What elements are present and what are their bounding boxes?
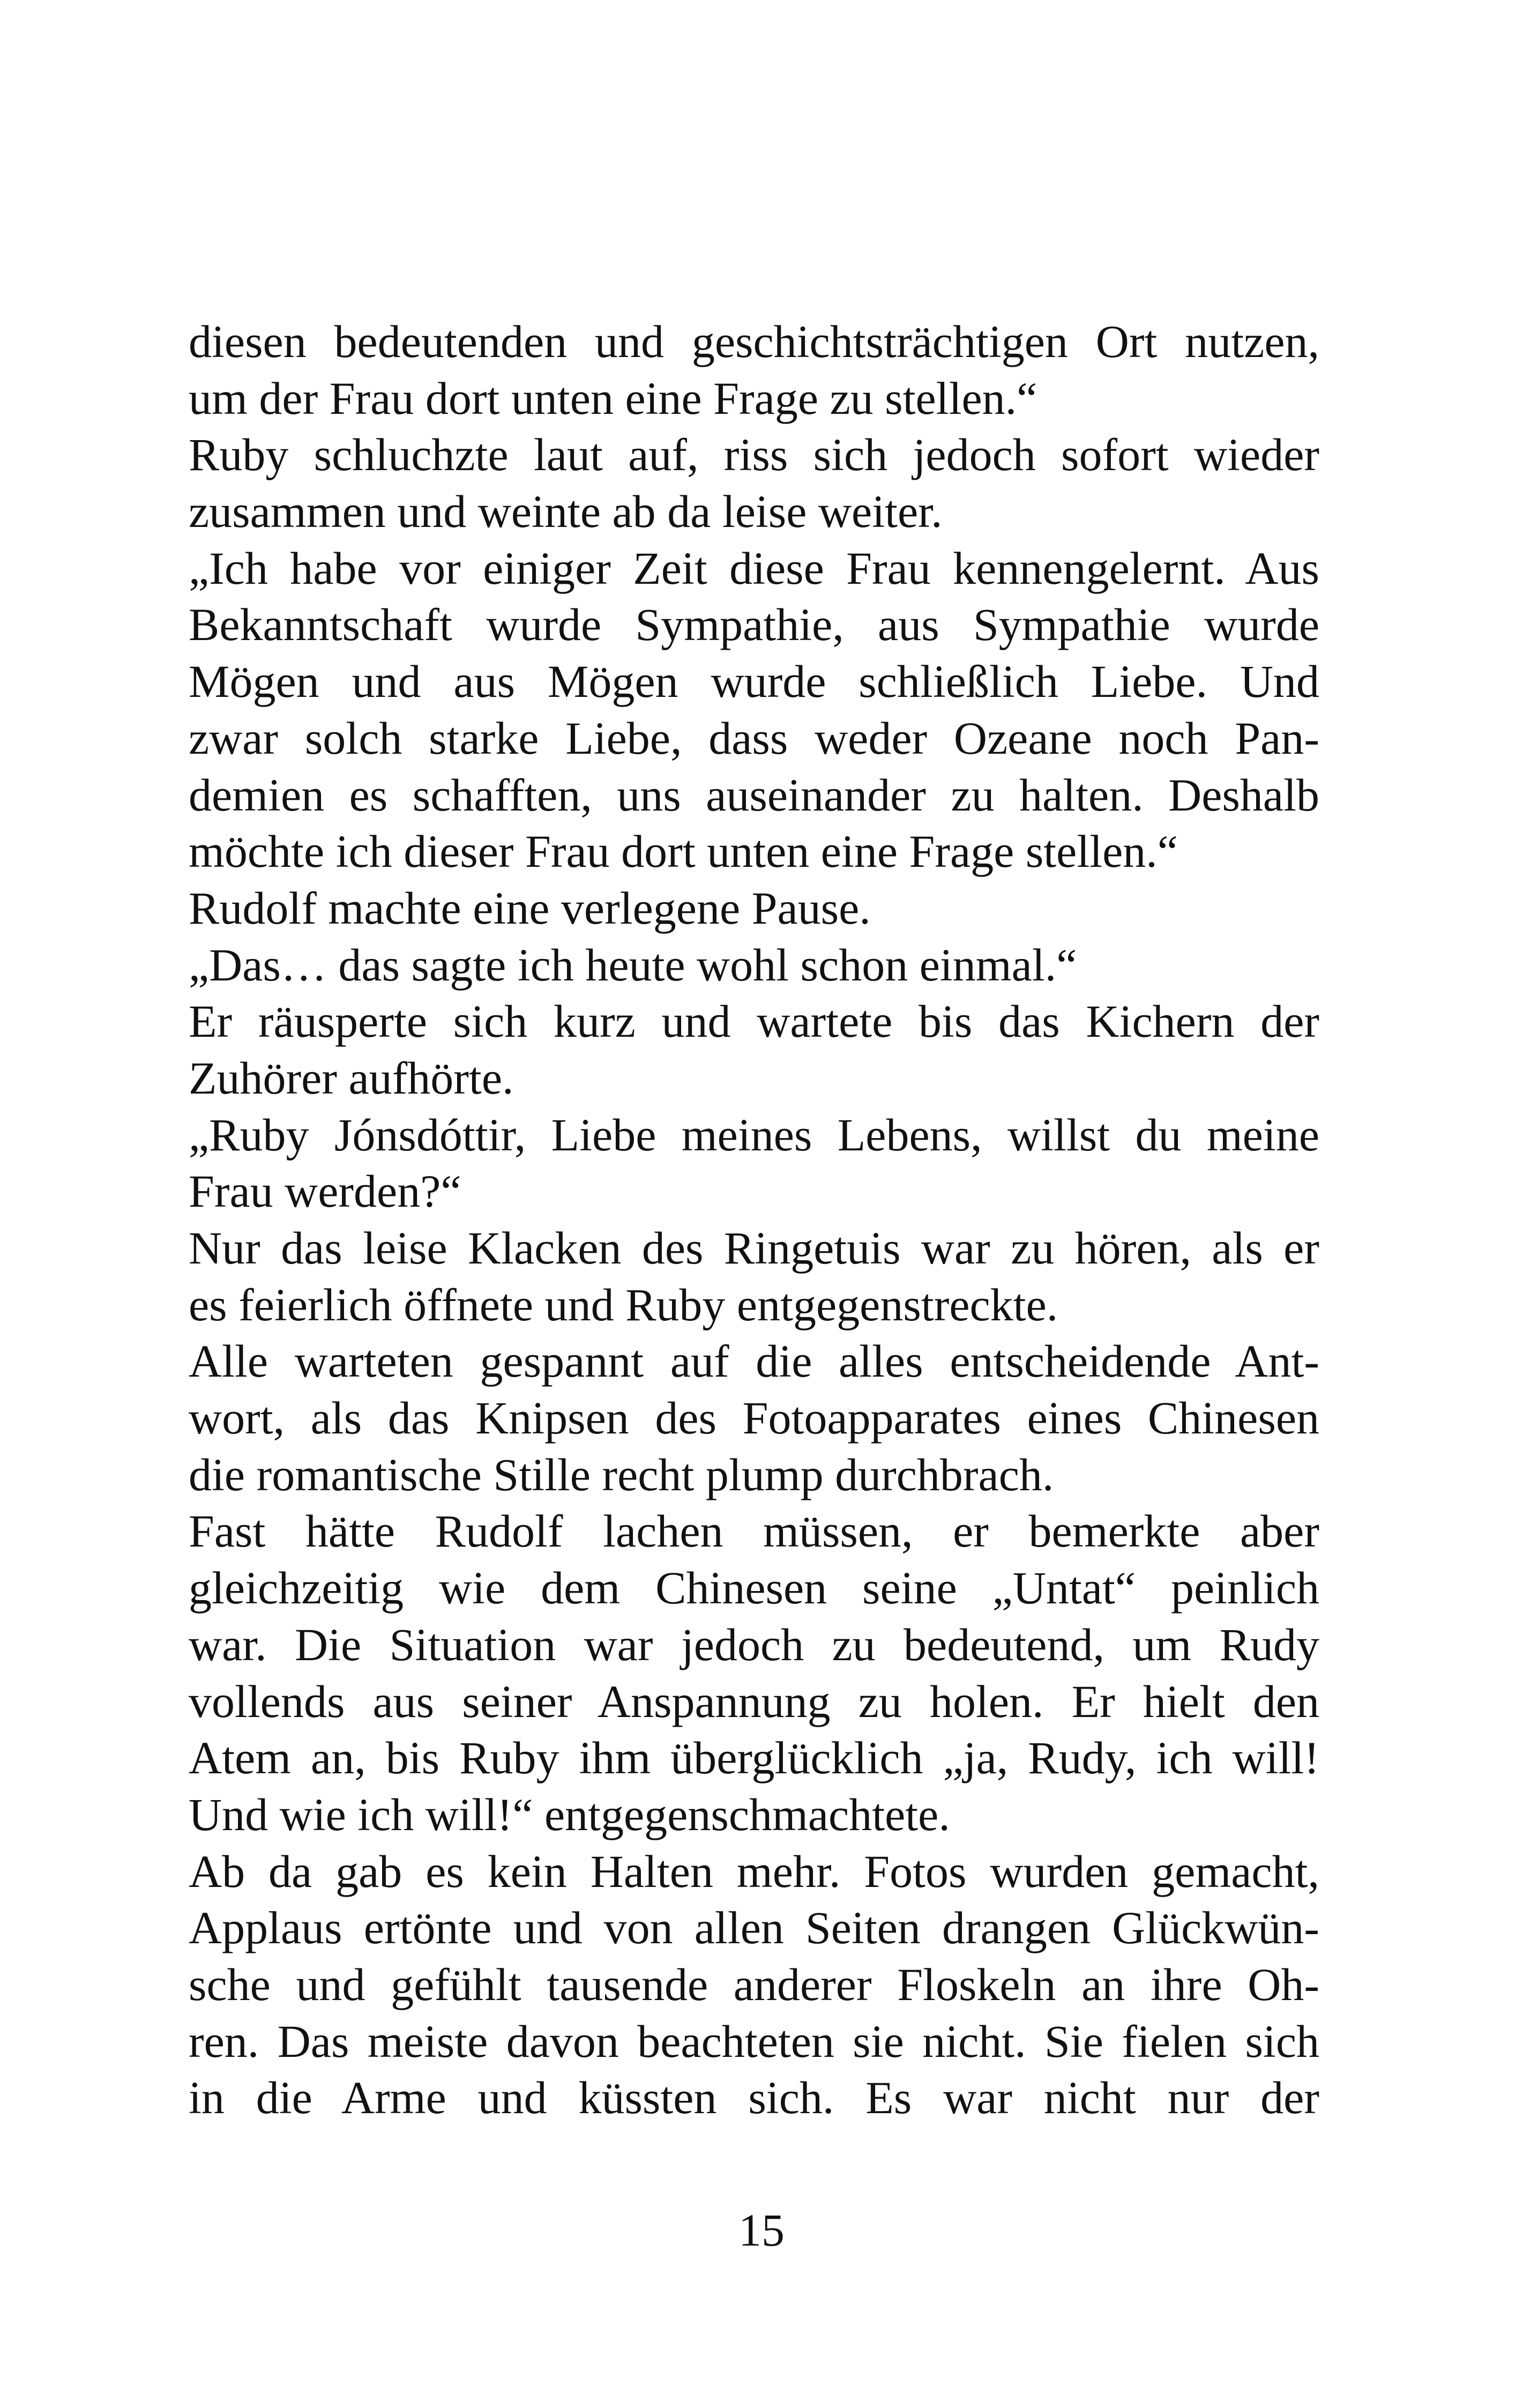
text-line: Atem an, bis Ruby ihm überglücklich „ja, Rudy, ich will! bbox=[189, 1732, 1319, 1784]
page-number: 15 bbox=[738, 2204, 785, 2256]
text-line: zusammen und weinte ab da leise weiter. bbox=[189, 486, 943, 538]
text-line: möchte ich dieser Frau dort unten eine Frage stellen.“ bbox=[189, 826, 1178, 878]
text-line: Ab da gab es kein Halten mehr. Fotos wurden gemacht, bbox=[189, 1845, 1319, 1897]
text-line: demien es schafften, uns auseinander zu halten. Deshalb bbox=[189, 769, 1319, 821]
text-line: diesen bedeutenden und geschichtsträchtigen Ort nutzen, bbox=[189, 316, 1319, 367]
text-line: Bekanntschaft wurde Sympathie, aus Sympathie wurde bbox=[189, 599, 1319, 651]
text-line: Mögen und aus Mögen wurde schließlich Liebe. Und bbox=[189, 656, 1319, 708]
text-line: die romantische Stille recht plump durchbrach. bbox=[189, 1448, 1054, 1500]
text-line: wort, als das Knipsen des Fotoapparates eines Chinesen bbox=[189, 1392, 1319, 1444]
text-line: Alle warteten gespannt auf die alles entscheidende Ant- bbox=[189, 1335, 1319, 1387]
body-text bbox=[189, 314, 1319, 2127]
text-line: zwar solch starke Liebe, dass weder Ozeane noch Pan- bbox=[189, 712, 1319, 764]
text-line: es feierlich öffnete und Ruby entgegenstreckte. bbox=[189, 1279, 1058, 1331]
text-line: Nur das leise Klacken des Ringetuis war zu hören, als er bbox=[189, 1222, 1319, 1274]
text-line: Applaus ertönte und von allen Seiten drangen Glückwün- bbox=[189, 1902, 1319, 1954]
text-line: Rudolf machte eine verlegene Pause. bbox=[189, 882, 871, 934]
text-line: vollends aus seiner Anspannung zu holen. Er hielt den bbox=[189, 1675, 1319, 1727]
text-line: „Ruby Jónsdóttir, Liebe meines Lebens, willst du meine bbox=[189, 1109, 1319, 1161]
text-line: Er räusperte sich kurz und wartete bis das Kichern der bbox=[189, 995, 1319, 1047]
text-line: war. Die Situation war jedoch zu bedeutend, um Rudy bbox=[189, 1618, 1319, 1670]
text-line: „Das… das sagte ich heute wohl schon einmal.“ bbox=[189, 939, 1077, 991]
text-line: „Ich habe vor einiger Zeit diese Frau kennengelernt. Aus bbox=[189, 542, 1319, 594]
text-line: um der Frau dort unten eine Frage zu stellen.“ bbox=[189, 372, 1037, 424]
text-line: in die Arme und küssten sich. Es war nicht nur der bbox=[189, 2072, 1319, 2124]
text-line: Ruby schluchzte laut auf, riss sich jedoch sofort wieder bbox=[189, 429, 1319, 481]
text-line: Fast hätte Rudolf lachen müssen, er bemerkte aber bbox=[189, 1505, 1319, 1557]
text-line: Und wie ich will!“ entgegenschmachtete. bbox=[189, 1788, 950, 1840]
text-line: ren. Das meiste davon beachteten sie nicht. Sie fielen sich bbox=[189, 2015, 1319, 2067]
text-line: Zuhörer aufhörte. bbox=[189, 1052, 514, 1104]
text-line: sche und gefühlt tausende anderer Floskeln an ihre Oh- bbox=[189, 1958, 1319, 2010]
text-line: gleichzeitig wie dem Chinesen seine „Untat“ peinlich bbox=[189, 1562, 1319, 1614]
text-line: Frau werden?“ bbox=[189, 1165, 461, 1217]
